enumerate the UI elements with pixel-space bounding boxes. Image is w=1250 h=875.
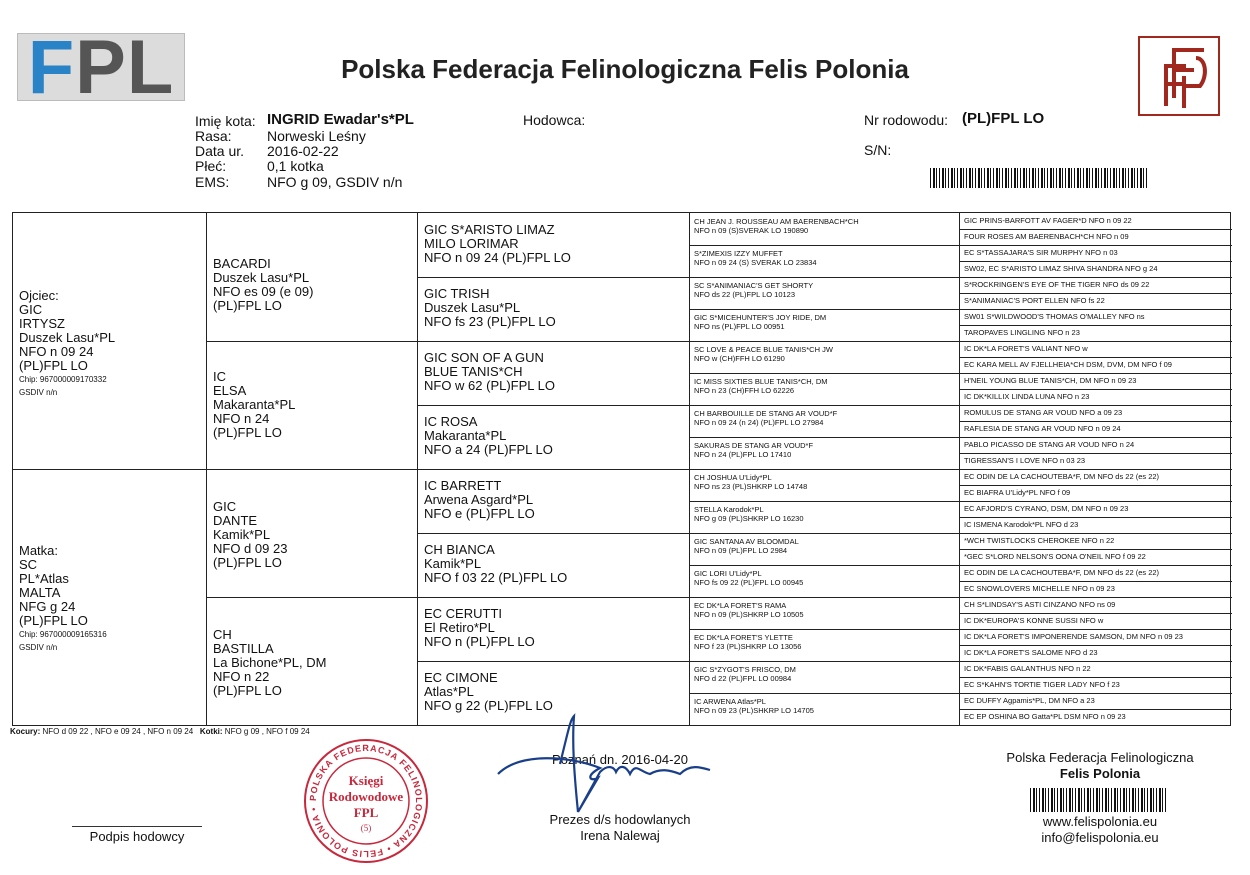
gen4-line: GIC S*MICEHUNTER'S JOY RIDE, DM <box>694 313 827 322</box>
gen4-line: NFO n 24 (PL)FPL LO 17410 <box>694 450 792 459</box>
president-signature <box>490 712 730 822</box>
gen4-ancestor-cell <box>694 217 859 235</box>
ggp-line: GIC SON OF A GUN <box>424 350 544 365</box>
gen4-line: CH JEAN J. ROUSSEAU AM BAERENBACH*CH <box>694 217 859 226</box>
label-breed: Rasa: <box>195 128 232 144</box>
gen5-ancestor: H'NEIL YOUNG BLUE TANIS*CH, DM NFO n 09 23 <box>964 376 1137 385</box>
gen4-ancestor-cell <box>694 313 826 331</box>
sire-line: IRTYSZ <box>19 316 65 331</box>
gp-line: BASTILLA <box>213 641 274 656</box>
gen4-ancestor-cell <box>694 569 803 587</box>
dam-line: PL*Atlas <box>19 571 69 586</box>
sire-chip: Chip: 967000009170332 <box>19 375 107 384</box>
gen4-line: NFO g 09 (PL)SHKRP LO 16230 <box>694 514 804 523</box>
pedigree-table <box>12 212 1231 726</box>
gen4-ancestor-cell <box>694 249 817 267</box>
sire-line: (PL)FPL LO <box>19 358 88 373</box>
grandparent-cell <box>213 257 313 313</box>
gen5-ancestor: EC ODIN DE LA CACHOUTEBA*F, DM NFO ds 22 (es 22) <box>964 568 1160 577</box>
dam-gsd: GSDIV n/n <box>19 643 58 652</box>
gen5-ancestor: IC DK*FABIS GALANTHUS NFO n 22 <box>964 664 1091 673</box>
gp-line: (PL)FPL LO <box>213 298 282 313</box>
ggp-line: NFO fs 23 (PL)FPL LO <box>424 314 556 329</box>
gen5-ancestor: EC S*KAHN'S TORTIE TIGER LADY NFO f 23 <box>964 680 1120 689</box>
org-name-2: Felis Polonia <box>1059 766 1141 781</box>
gen4-ancestor-cell <box>694 345 833 363</box>
label-dob: Data ur. <box>195 143 245 159</box>
org-barcode <box>1030 788 1168 812</box>
gen4-line: GIC LORI U'Lidy*PL <box>694 569 762 578</box>
gen4-line: SC S*ANIMANIAC'S GET SHORTY <box>694 281 814 290</box>
dam-line: MALTA <box>19 585 61 600</box>
gen4-line: NFO n 09 24 (S) SVERAK LO 23834 <box>694 258 817 267</box>
gen4-line: NFO ns (PL)FPL LO 00951 <box>694 322 785 331</box>
gen4-ancestor-cell <box>694 537 799 555</box>
ggp-line: GIC S*ARISTO LIMAZ <box>424 222 555 237</box>
gen5-ancestor: IC DK*EUROPA'S KONNE SUSSI NFO w <box>964 616 1104 625</box>
gen4-line: IC ARWENA Atlas*PL <box>694 697 766 706</box>
label-breeder: Hodowca: <box>523 112 586 128</box>
gen5-ancestor: RAFLESIA DE STANG AR VOUD NFO n 09 24 <box>964 424 1121 433</box>
label-sn: S/N: <box>864 142 892 158</box>
grandparent-cell <box>213 628 326 698</box>
gp-line: NFO d 09 23 <box>213 541 288 556</box>
cat-name: INGRID Ewadar's*PL <box>267 111 414 128</box>
dam-cell <box>19 544 107 654</box>
gen4-line: NFO ns 23 (PL)SHKRP LO 14748 <box>694 482 808 491</box>
gen4-ancestor-cell <box>694 665 796 683</box>
gen4-line: SAKURAS DE STANG AR VOUD*F <box>694 441 814 450</box>
gen4-line: STELLA Karodok*PL <box>694 505 764 514</box>
signer-title: Prezes d/s hodowlanych <box>549 812 691 827</box>
place-date: Poznań dn. 2016-04-20 <box>552 752 688 767</box>
dam-line: NFG g 24 <box>19 599 76 614</box>
ggp-line: NFO w 62 (PL)FPL LO <box>424 378 555 393</box>
gen4-line: SC LOVE & PEACE BLUE TANIS*CH JW <box>694 345 833 354</box>
dam-line: SC <box>19 557 38 572</box>
breeder-signature-line <box>72 826 202 827</box>
breed-value: Norweski Leśny <box>267 128 366 144</box>
dob-value: 2016-02-22 <box>267 143 339 159</box>
gp-line: (PL)FPL LO <box>213 555 282 570</box>
ggp-line: Duszek Lasu*PL <box>424 300 521 315</box>
gen4-ancestor-cell <box>694 601 804 619</box>
sire-cell <box>19 289 115 399</box>
gen4-ancestor-cell <box>694 473 807 491</box>
label-ems: EMS: <box>195 174 230 190</box>
gen4-line: GIC S*ZYGOT'S FRISCO, DM <box>694 665 796 674</box>
label-sex: Płeć: <box>195 158 227 174</box>
ggp-line: NFO g 22 (PL)FPL LO <box>424 698 553 713</box>
gen5-ancestor: TAROPAVES LINGLING NFO n 23 <box>964 328 1080 337</box>
ggp-line: NFO a 24 (PL)FPL LO <box>424 442 553 457</box>
gp-line: NFO n 24 <box>213 411 270 426</box>
dam-line: Matka: <box>19 543 59 558</box>
sire-line: Duszek Lasu*PL <box>19 330 116 345</box>
ggp-line: BLUE TANIS*CH <box>424 364 523 379</box>
gp-line: BACARDI <box>213 256 271 271</box>
gen5-ancestor: EC EP OSHINA BO Gatta*PL DSM NFO n 09 23 <box>964 712 1126 721</box>
gen4-ancestor-cell <box>694 505 804 523</box>
stamp-line: Księgi <box>348 773 384 788</box>
gen5-ancestor: S*ROCKRINGEN'S EYE OF THE TIGER NFO ds 09 22 <box>964 280 1150 289</box>
signer-name: Irena Nalewaj <box>580 828 660 843</box>
gp-line: NFO n 22 <box>213 669 270 684</box>
gen5-ancestor: EC KARA MELL AV FJELLHEIA*CH DSM, DVM, DM NFO f 09 <box>964 360 1172 369</box>
gen5-ancestor: PABLO PICASSO DE STANG AR VOUD NFO n 24 <box>964 440 1135 449</box>
org-name: Polska Federacja Felinologiczna <box>1006 750 1194 765</box>
gp-line: CH <box>213 627 232 642</box>
gp-line: GIC <box>213 499 237 514</box>
gen4-line: NFO w (CH)FFH LO 61290 <box>694 354 785 363</box>
gen5-ancestor: IC DK*KILLIX LINDA LUNA NFO n 23 <box>964 392 1090 401</box>
ggp-line: MILO LORIMAR <box>424 236 519 251</box>
ggp-line: Makaranta*PL <box>424 428 507 443</box>
kocury-values: NFO d 09 22 , NFO e 09 24 , NFO n 09 24 <box>42 727 194 736</box>
gen5-ancestor: CH S*LINDSAY'S ASTI CINZANO NFO ns 09 <box>964 600 1116 609</box>
gen5-ancestor: FOUR ROSES AM BAERENBACH*CH NFO n 09 <box>964 232 1129 241</box>
gen4-line: EC DK*LA FORET'S YLETTE <box>694 633 793 642</box>
ggp-line: NFO e (PL)FPL LO <box>424 506 535 521</box>
gp-line: Makaranta*PL <box>213 397 296 412</box>
kotki-values: NFO g 09 , NFO f 09 24 <box>224 727 310 736</box>
gen4-ancestor-cell <box>694 441 813 459</box>
gen4-line: NFO d 22 (PL)FPL LO 00984 <box>694 674 792 683</box>
ggp-line: IC ROSA <box>424 414 478 429</box>
gen5-ancestor: IC DK*LA FORET'S VALIANT NFO w <box>964 344 1088 353</box>
gen5-ancestor: SW02, EC S*ARISTO LIMAZ SHIVA SHANDRA NFO g 24 <box>964 264 1158 273</box>
logo-letters-pl: PL <box>75 25 175 110</box>
fpl-emblem-icon <box>1138 36 1220 116</box>
ggp-line: El Retiro*PL <box>424 620 495 635</box>
gen5-ancestor: IC ISMENA Karodok*PL NFO d 23 <box>964 520 1079 529</box>
gp-line: ELSA <box>213 383 247 398</box>
gen4-line: NFO n 09 24 (n 24) (PL)FPL LO 27984 <box>694 418 824 427</box>
ggp-line: GIC TRISH <box>424 286 490 301</box>
grandparent-cell <box>213 370 295 440</box>
sire-line: NFO n 09 24 <box>19 344 94 359</box>
logo-letter-f: F <box>27 25 76 110</box>
gen4-line: NFO n 09 (PL)FPL LO 2984 <box>694 546 788 555</box>
great-grandparent-cell <box>424 479 535 521</box>
stamp-line: FPL <box>353 805 379 820</box>
grandparent-cell <box>213 500 287 570</box>
ggp-line: NFO n 09 24 (PL)FPL LO <box>424 250 571 265</box>
breeder-signature-label: Podpis hodowcy <box>89 829 185 844</box>
ggp-line: IC BARRETT <box>424 478 502 493</box>
gen4-line: NFO f 23 (PL)SHKRP LO 13056 <box>694 642 802 651</box>
gen5-ancestor: IC DK*LA FORET'S SALOME NFO d 23 <box>964 648 1098 657</box>
kotki-label: Kotki: <box>199 727 223 736</box>
sex-value: 0,1 kotka <box>267 158 324 174</box>
label-cat-name: Imię kota: <box>195 113 256 129</box>
gen5-ancestor: EC AFJORD'S CYRANO, DSM, DM NFO n 09 23 <box>964 504 1129 513</box>
stamp-line: (5) <box>360 823 372 833</box>
gen4-line: NFO n 09 (PL)SHKRP LO 10505 <box>694 610 804 619</box>
gp-line: La Bichone*PL, DM <box>213 655 327 670</box>
gen4-line: CH BARBOUILLE DE STANG AR VOUD*F <box>694 409 838 418</box>
ggp-line: NFO n (PL)FPL LO <box>424 634 535 649</box>
gen4-ancestor-cell <box>694 409 837 427</box>
ggp-line: Arwena Asgard*PL <box>424 492 534 507</box>
registry-stamp <box>302 737 430 865</box>
gen5-ancestor: EC ODIN DE LA CACHOUTEBA*F, DM NFO ds 22 (es 22) <box>964 472 1160 481</box>
label-pedigree-no: Nr rodowodu: <box>864 112 949 128</box>
ggp-line: Atlas*PL <box>424 684 474 699</box>
gen5-ancestor: EC BIAFRA U'Lidy*PL NFO f 09 <box>964 488 1071 497</box>
sire-line: GIC <box>19 302 43 317</box>
gen4-line: NFO fs 09 22 (PL)FPL LO 00945 <box>694 578 804 587</box>
page-title: Polska Federacja Felinologiczna Felis Polonia <box>341 54 909 84</box>
org-website: www.felispolonia.eu <box>1042 814 1158 829</box>
gen4-ancestor-cell <box>694 281 813 299</box>
great-grandparent-cell <box>424 543 567 585</box>
gen4-ancestor-cell <box>694 377 828 395</box>
gp-line: IC <box>213 369 226 384</box>
gen5-ancestor: TIGRESSAN'S I LOVE NFO n 03 23 <box>964 456 1086 465</box>
great-grandparent-cell <box>424 607 535 649</box>
gen4-line: S*ZIMEXIS IZZY MUFFET <box>694 249 783 258</box>
gp-line: Kamik*PL <box>213 527 271 542</box>
ggp-line: NFO f 03 22 (PL)FPL LO <box>424 570 568 585</box>
gen4-line: NFO n 09 23 (PL)SHKRP LO 14705 <box>694 706 814 715</box>
great-grandparent-cell <box>424 223 571 265</box>
gen5-ancestor: ROMULUS DE STANG AR VOUD NFO a 09 23 <box>964 408 1123 417</box>
gen5-ancestor: *WCH TWISTLOCKS CHEROKEE NFO n 22 <box>964 536 1115 545</box>
ggp-line: EC CIMONE <box>424 670 498 685</box>
kocury-label: Kocury: <box>10 727 41 736</box>
gp-line: DANTE <box>213 513 258 528</box>
sire-gsd: GSDIV n/n <box>19 388 58 397</box>
dam-line: (PL)FPL LO <box>19 613 88 628</box>
gen4-ancestor-cell <box>694 633 801 651</box>
gen4-line: NFO n 23 (CH)FFH LO 62226 <box>694 386 795 395</box>
great-grandparent-cell <box>424 287 556 329</box>
pedigree-no-value: (PL)FPL LO <box>962 110 1045 127</box>
stamp-line: Rodowodowe <box>328 789 404 804</box>
ggp-line: CH BIANCA <box>424 542 495 557</box>
gp-line: (PL)FPL LO <box>213 683 282 698</box>
gp-line: Duszek Lasu*PL <box>213 270 310 285</box>
ems-value: NFO g 09, GSDIV n/n <box>267 174 403 190</box>
sire-line: Ojciec: <box>19 288 59 303</box>
colour-summary <box>10 727 310 736</box>
ggp-line: EC CERUTTI <box>424 606 502 621</box>
gen5-ancestor: GIC PRINS-BARFOTT AV FAGER*D NFO n 09 22 <box>964 216 1132 225</box>
gen5-ancestor: *GEC S*LORD NELSON'S OONA O'NEIL NFO f 09 22 <box>964 552 1146 561</box>
gen4-line: CH JOSHUA U'Lidy*PL <box>694 473 772 482</box>
gen4-line: GIC SANTANA AV BLOOMDAL <box>694 537 799 546</box>
gen5-ancestor: IC DK*LA FORET'S IMPONERENDE SAMSON, DM NFO n 09 23 <box>964 632 1183 641</box>
gen4-line: EC DK*LA FORET'S RAMA <box>694 601 787 610</box>
dam-chip: Chip: 967000009165316 <box>19 630 107 639</box>
gen4-line: NFO ds 22 (PL)FPL LO 10123 <box>694 290 796 299</box>
great-grandparent-cell <box>424 671 553 713</box>
stamp-ring-text: POLSKA FEDERACJA FELINOLOGICZNA • FELIS POLONIA • <box>307 742 425 860</box>
great-grandparent-cell <box>424 415 553 457</box>
gp-line: NFO es 09 (e 09) <box>213 284 314 299</box>
gen5-ancestor: SW01 S*WILDWOOD'S THOMAS O'MALLEY NFO ns <box>964 312 1145 321</box>
org-email: info@felispolonia.eu <box>1041 830 1159 845</box>
gen5-ancestor: EC S*TASSAJARA'S SIR MURPHY NFO n 03 <box>964 248 1118 257</box>
gen4-line: IC MISS SIXTIES BLUE TANIS*CH, DM <box>694 377 828 386</box>
gen5-ancestor: EC DUFFY Agpamis*PL, DM NFO a 23 <box>964 696 1095 705</box>
great-grandparent-cell <box>424 351 555 393</box>
sn-barcode <box>930 168 1148 188</box>
gen5-ancestor: S*ANIMANIAC'S PORT ELLEN NFO fs 22 <box>964 296 1105 305</box>
gp-line: (PL)FPL LO <box>213 425 282 440</box>
gen5-ancestor: EC SNOWLOVERS MICHELLE NFO n 09 23 <box>964 584 1115 593</box>
ggp-line: Kamik*PL <box>424 556 482 571</box>
gen4-line: NFO n 09 (S)SVERAK LO 190890 <box>694 226 809 235</box>
